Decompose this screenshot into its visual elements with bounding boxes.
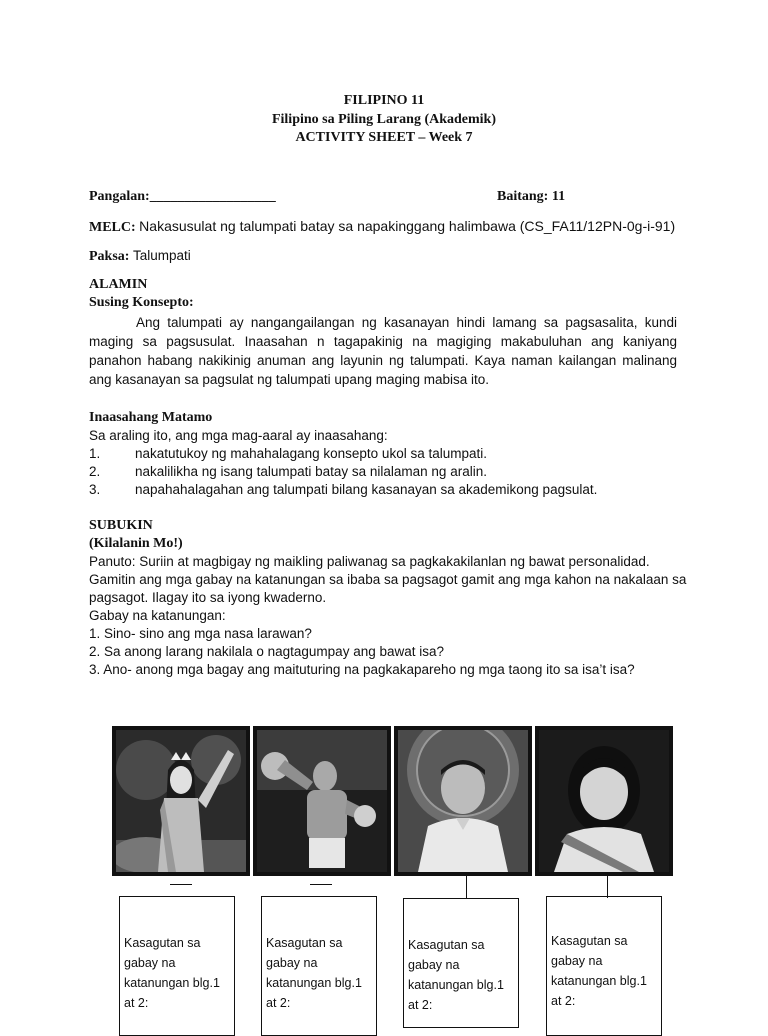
answer-box-label: at 2: — [408, 998, 433, 1012]
answer-box-label: katanungan blg.1 — [551, 974, 647, 988]
topic-text: Talumpati — [132, 248, 191, 263]
alamin-paragraph: Ang talumpati ay nangangailangan ng kasanayan hindi lamang sa pagsasalita, kundi maging sa pagsusulat. Inaasahan n tagapakinig na magiging makabuluhan ang kaniyang panahon habang nakikinig anuman ang layunin ng talumpati. Kaya naman kailangan malinang ang kasanayan sa pagsulat ng talumpati upang maging mabisa ito. — [89, 315, 677, 387]
course-title: Filipino sa Piling Larang (Akademik) — [271, 112, 497, 127]
divider-dash — [310, 884, 332, 885]
connector-line — [466, 872, 467, 898]
answer-box-label: Kasagutan sa — [266, 936, 343, 950]
inaasahan-intro: Sa araling ito, ang mga mag-aaral ay inaasahang: — [89, 428, 388, 443]
instructions-line-2: Gamitin ang mga gabay na katanungan sa ibaba sa pagsagot gamit ang mga kahon na nakalaan sa — [89, 572, 687, 587]
subject-title: FILIPINO 11 — [343, 93, 425, 108]
name-field — [89, 188, 276, 206]
photo-politician-image — [398, 730, 528, 872]
answer-box-label: Kasagutan sa — [408, 938, 485, 952]
alamin-heading: ALAMIN — [89, 277, 148, 292]
question-1: 1. Sino- sino ang mga nasa larawan? — [89, 626, 312, 641]
name-label: Pangalan: — [89, 189, 150, 204]
instructions-line-1: Panuto: Suriin at magbigay ng maikling paliwanag sa pagkakakilanlan ng bawat personalidad. — [89, 554, 650, 569]
melc-label: MELC: — [89, 220, 136, 235]
photo-politician — [394, 726, 532, 876]
grade-label: Baitang: 11 — [497, 189, 566, 204]
list-item: 1. nakatutukoy ng mahahalagang konsepto ukol sa talumpati. — [89, 446, 487, 461]
photo-beauty-queen-image — [116, 730, 246, 872]
photo-boxer-image — [257, 730, 387, 872]
topic-line — [89, 247, 191, 266]
answer-box-label: katanungan blg.1 — [266, 976, 362, 990]
answer-box-label: katanungan blg.1 — [124, 976, 220, 990]
melc-text: Nakasusulat ng talumpati batay sa napakinggang halimbawa (CS_FA11/12PN-0g-i-91) — [139, 218, 676, 234]
photo-girl — [535, 726, 673, 876]
answer-box-label: at 2: — [551, 994, 576, 1008]
question-3: 3. Ano- anong mga bagay ang maituturing na pagkakapareho ng mga taong ito sa isa’t isa? — [89, 662, 635, 677]
melc-line — [89, 217, 709, 237]
topic-label: Paksa: — [89, 249, 130, 264]
photo-girl-image — [539, 730, 669, 872]
answer-box-label: katanungan blg.1 — [408, 978, 504, 992]
question-2: 2. Sa anong larang nakilala o nagtagumpay ang bawat isa? — [89, 644, 445, 659]
answer-box-label: gabay na — [408, 958, 460, 972]
connector-line — [607, 872, 608, 898]
answer-box-label: gabay na — [551, 954, 603, 968]
guide-label: Gabay na katanungan: — [89, 608, 226, 623]
divider-dash — [170, 884, 192, 885]
answer-box-label: Kasagutan sa — [124, 936, 201, 950]
answer-box-label: gabay na — [124, 956, 176, 970]
photo-beauty-queen — [112, 726, 250, 876]
instructions-line-3: pagsagot. Ilagay ito sa iyong kwaderno. — [89, 590, 327, 605]
name-blank: __________________ — [149, 189, 276, 204]
subukin-heading: SUBUKIN — [89, 518, 153, 533]
answer-box-label: at 2: — [266, 996, 291, 1010]
answer-box-label: gabay na — [266, 956, 318, 970]
answer-box-2[interactable] — [261, 896, 377, 1036]
susing-konsepto-heading: Susing Konsepto: — [89, 295, 194, 310]
list-item: 2. nakalilikha ng isang talumpati batay sa nilalaman ng aralin. — [89, 464, 487, 479]
answer-box-label: Kasagutan sa — [551, 934, 628, 948]
sheet-title: ACTIVITY SHEET – Week 7 — [295, 130, 473, 145]
inaasahan-heading: Inaasahang Matamo — [89, 410, 213, 425]
answer-box-1[interactable] — [119, 896, 235, 1036]
answer-box-4[interactable] — [546, 896, 662, 1036]
answer-box-3[interactable] — [403, 898, 519, 1028]
answer-box-label: at 2: — [124, 996, 149, 1010]
kilalanin-heading: (Kilalanin Mo!) — [89, 536, 183, 551]
photo-boxer — [253, 726, 391, 876]
objectives-list — [89, 445, 689, 499]
list-item: 3. napahahalagahan ang talumpati bilang kasanayan sa akademikong pagsulat. — [89, 482, 598, 497]
